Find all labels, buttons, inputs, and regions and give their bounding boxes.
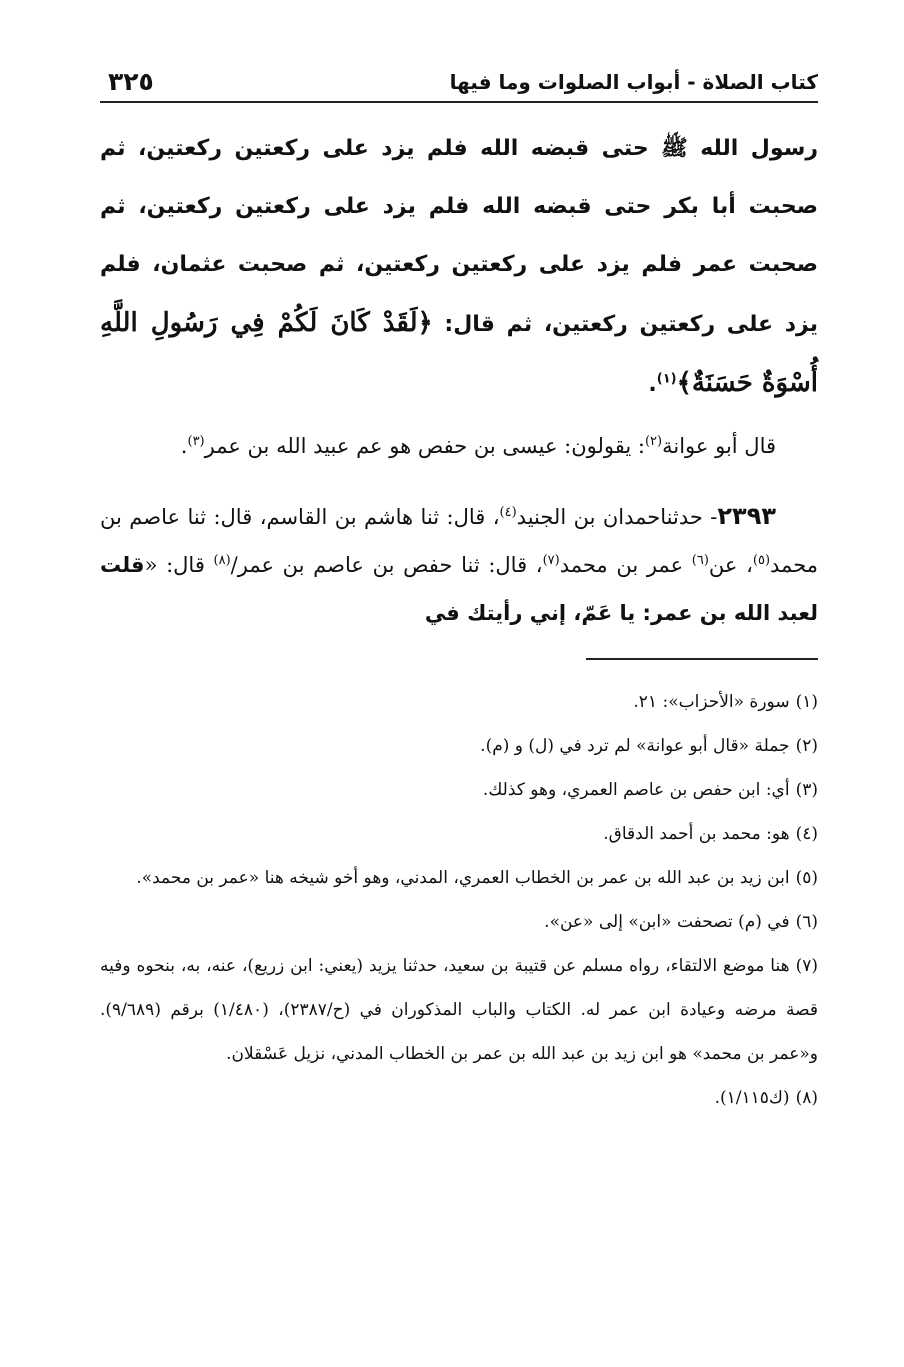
hadith-number: ٢٣٩٣ xyxy=(717,502,776,530)
running-title: كتاب الصلاة - أبواب الصلوات وما فيها xyxy=(449,70,818,94)
paragraph-end: . xyxy=(648,372,657,397)
page-header xyxy=(100,58,818,104)
footnote-ref-4: (٤) xyxy=(499,505,517,520)
footnote-ref-5: (٥) xyxy=(752,553,771,568)
footnote-text: سورة «الأحزاب»: ٢١. xyxy=(633,692,790,712)
header-rule xyxy=(100,101,818,103)
footnote-number: (٦) xyxy=(795,912,818,932)
paragraph-hadith-continuation xyxy=(100,120,818,414)
paragraph-text: ، قال: ثنا حفص بن عاصم بن عمر/ xyxy=(230,553,543,577)
footnote-ref-2: (٢) xyxy=(644,434,663,449)
paragraph-text: قال أبو عوانة xyxy=(662,434,776,458)
paragraph-end: . xyxy=(180,434,188,458)
footnote-8 xyxy=(100,1076,818,1120)
quran-verse: ﴿لَقَدْ كَانَ لَكُمْ فِي رَسُولِ اللَّهِ أُسْوَةٌ حَسَنَةٌ﴾ xyxy=(100,308,818,398)
footnote-ref-8: (٨) xyxy=(213,553,231,568)
paragraph-text: : يقولون: عيسى بن حفص هو عم عبيد الله بن عمر xyxy=(204,434,645,458)
footnote-ref-6: (٦) xyxy=(691,553,709,568)
footnote-ref-3: (٣) xyxy=(187,434,205,449)
footnote-1 xyxy=(100,680,818,724)
footnote-number: (١) xyxy=(795,692,818,712)
footnote-number: (٣) xyxy=(795,780,818,800)
page-number: ٣٢٥ xyxy=(108,67,154,96)
footnotes xyxy=(100,680,818,1120)
paragraph-text: عمر بن محمد xyxy=(559,553,692,577)
footnote-number: (٥) xyxy=(795,868,818,888)
footnote-6 xyxy=(100,900,818,944)
paragraph-text: ، عن xyxy=(708,553,753,577)
footnote-3 xyxy=(100,768,818,812)
footnote-number: (٤) xyxy=(795,824,818,844)
footnote-text: هو: محمد بن أحمد الدقاق. xyxy=(603,824,790,844)
footnote-2 xyxy=(100,724,818,768)
hadith-quote: قلت لعبد الله بن عمر: يا عَمّ، إني رأيتك في xyxy=(100,553,818,625)
paragraph-hadith-2393 xyxy=(100,492,818,637)
footnote-7 xyxy=(100,944,818,1076)
footnote-number: (٢) xyxy=(795,736,818,756)
footnote-5 xyxy=(100,856,818,900)
paragraph-abu-awana xyxy=(100,422,818,470)
footnote-separator xyxy=(586,658,818,660)
footnote-text: جملة «قال أبو عوانة» لم ترد في (ل) و (م). xyxy=(480,736,790,756)
paragraph-text: ، قال: ثنا هاشم بن القاسم، قال: ثنا عاصم بن محمد xyxy=(100,505,818,577)
paragraph-text: قال: « xyxy=(144,553,214,577)
footnote-number: (٨) xyxy=(795,1088,818,1108)
paragraph-text: رسول الله ﷺ حتى قبضه الله فلم يزد على ركعتين ركعتين، ثم صحبت أبا بكر حتى قبضه الله فلم يزد على ركعتين ركعتين، ثم صحبت عمر فلم يزد على ركعتين ركعتين، ثم صحبت عثمان، فلم يزد على ركعتين ركعتين، ثم قال: xyxy=(100,136,818,337)
footnote-text: (ك١/١١٥). xyxy=(714,1088,790,1108)
footnote-text: أي: ابن حفص بن عاصم العمري، وهو كذلك. xyxy=(482,780,790,800)
footnote-4 xyxy=(100,812,818,856)
paragraph-text: - حدثناحمدان بن الجنيد xyxy=(516,505,718,529)
main-text xyxy=(100,120,818,637)
footnote-text: في (م) تصحفت «ابن» إلى «عن». xyxy=(544,912,790,932)
footnote-ref-1: (١) xyxy=(656,371,677,387)
footnote-ref-7: (٧) xyxy=(542,553,560,568)
footnote-number: (٧) xyxy=(795,956,818,976)
footnote-text: هنا موضع الالتقاء، رواه مسلم عن قتيبة بن سعيد، حدثنا يزيد (يعني: ابن زريع)، عنه، به، بنحوه وفيه قصة مرضه وعيادة ابن عمر له. الكتاب والباب المذكوران في (ح/٢٣٨٧)، (١/٤٨٠) برقم (٩/٦٨٩). و«عمر بن محمد» هو ابن زيد بن عبد الله بن عمر بن الخطاب المدني، نزيل عَسْقلان. xyxy=(100,956,819,1064)
footnote-text: ابن زيد بن عبد الله بن عمر بن الخطاب العمري، المدني، وهو أخو شيخه هنا «عمر بن محمد». xyxy=(136,868,790,888)
